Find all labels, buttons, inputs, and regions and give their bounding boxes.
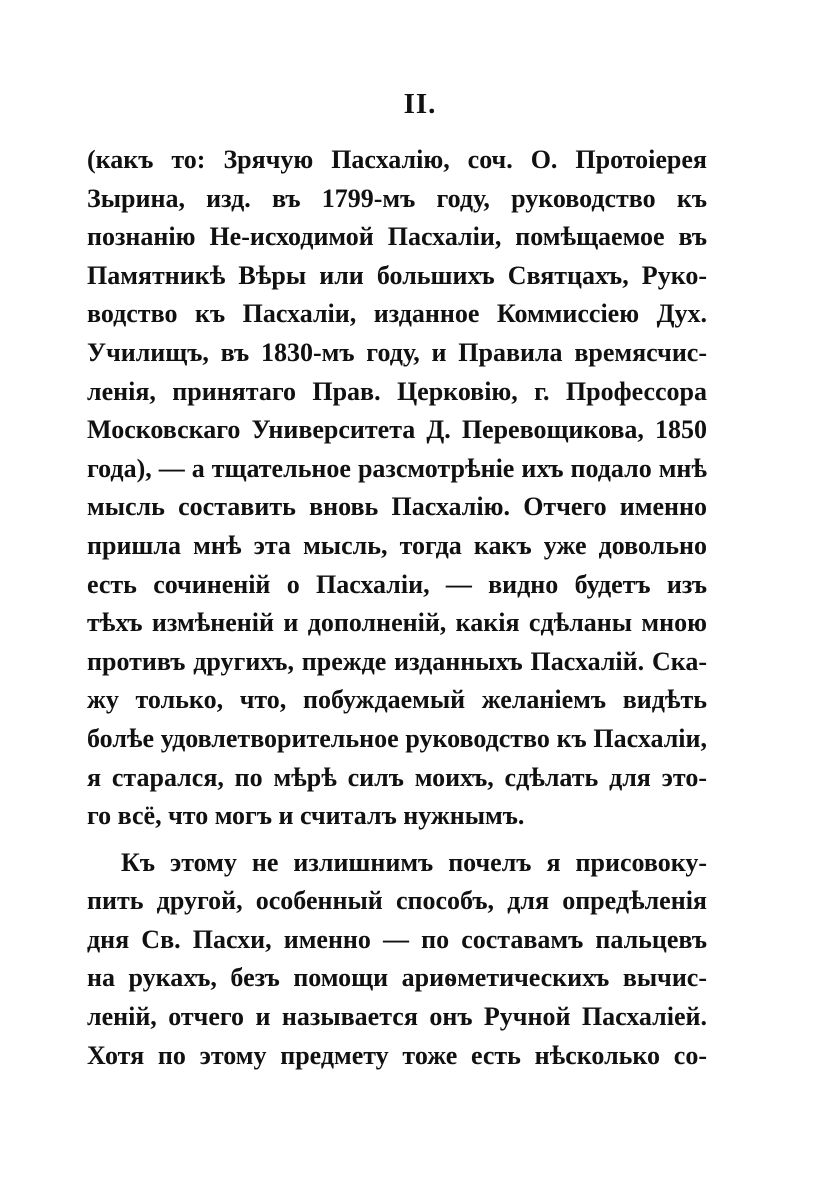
- text-line: противъ другихъ, прежде изданныхъ Пасхалій. Ска-: [87, 646, 707, 676]
- paragraph-1: [87, 141, 707, 836]
- text-line: Московскаго Университета Д. Перевощикова, 1850: [87, 415, 707, 445]
- text-line: тѣхъ измѣненій и дополненій, какія сдѣланы мною: [87, 608, 707, 638]
- text-line: есть сочиненій о Пасхаліи, — видно будетъ изъ: [87, 569, 707, 599]
- text-line: Памятникѣ Вѣры или большихъ Святцахъ, Руко-: [87, 260, 707, 290]
- text-line: Училищъ, въ 1830-мъ году, и Правила времясчис-: [87, 337, 707, 367]
- text-line: на рукахъ, безъ помощи ариѳметическихъ вычис-: [87, 963, 707, 993]
- text-line: ленія, принятаго Прав. Церковію, г. Профессора: [87, 376, 707, 406]
- text-line: жу только, что, побуждаемый желаніемъ видѣть: [87, 685, 707, 715]
- text-line: Зырина, изд. въ 1799-мъ году, руководство къ: [87, 183, 707, 213]
- page-text: [87, 141, 707, 1075]
- text-line: го всё, что могъ и считалъ нужнымъ.: [87, 801, 525, 831]
- text-line: дня Св. Пасхи, именно — по составамъ пальцевъ: [87, 924, 707, 954]
- text-line: года), — а тщательное разсмотрѣніе ихъ подало мнѣ: [87, 453, 707, 483]
- text-line: я старался, по мѣрѣ силъ моихъ, сдѣлать для это-: [87, 762, 707, 792]
- text-line: мысль составить вновь Пасхалію. Отчего именно: [87, 492, 707, 522]
- paragraph-2: [87, 844, 707, 1076]
- text-line: Къ этому не излишнимъ почелъ я присовоку-: [121, 847, 707, 877]
- text-line: водство къ Пасхаліи, изданное Коммиссіею Дух.: [87, 299, 707, 329]
- text-line: Хотя по этому предмету тоже есть нѣсколько со-: [87, 1040, 707, 1070]
- text-line: болѣе удовлетворительное руководство къ Пасхаліи,: [87, 723, 707, 753]
- paragraph-gap: [87, 836, 707, 844]
- text-line: (какъ то: Зрячую Пасхалію, соч. О. Протоіерея: [87, 145, 707, 174]
- text-line: леній, отчего и называется онъ Ручной Пасхаліей.: [87, 1002, 707, 1032]
- text-line: пришла мнѣ эта мысль, тогда какъ уже довольно: [87, 530, 707, 560]
- text-line: пить другой, особенный способъ, для опредѣленія: [87, 886, 707, 916]
- text-line: познанію Не-исходимой Пасхаліи, помѣщаемое въ: [87, 222, 707, 252]
- page-number: II.: [403, 88, 437, 120]
